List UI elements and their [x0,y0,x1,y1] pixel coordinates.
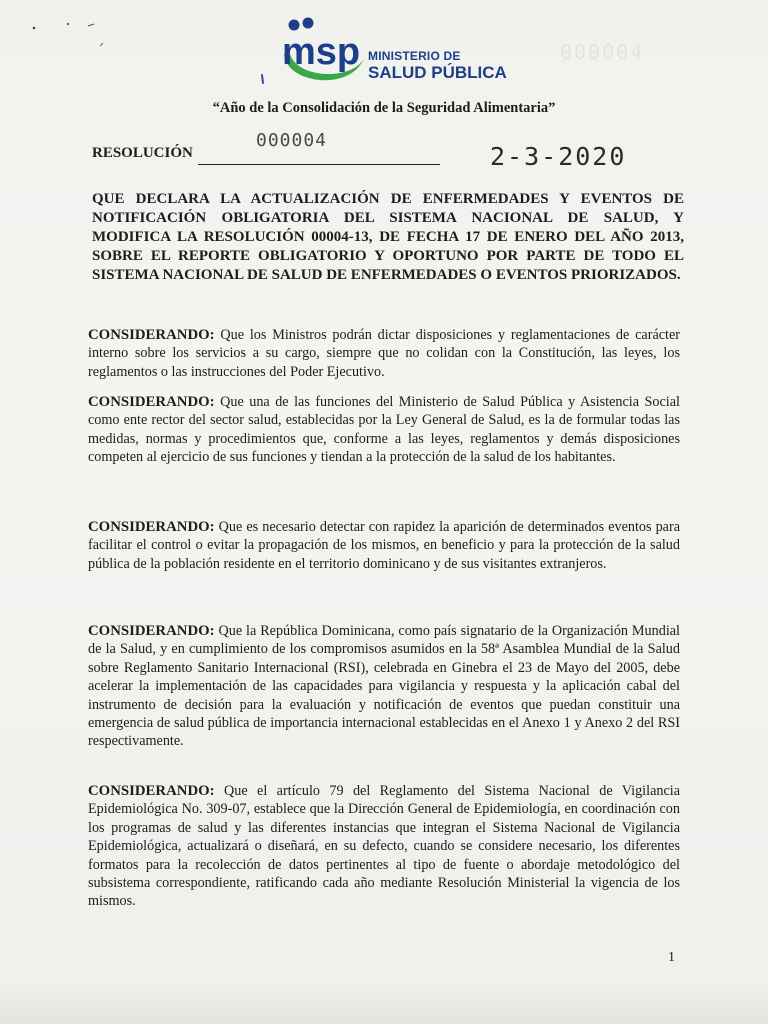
ministry-name [368,50,507,81]
ministry-line-1: MINISTERIO DE [368,49,461,63]
considerando-text: Que la República Dominicana, como país signatario de la Organización Mundial de la Salud, y en cumplimiento de los compromisos asumidos en la 58ª Asamblea Mundial de la Salud sobre Reglamento Sanitario Internacional (RSI), celebrada en Ginebra el 23 de Mayo del 2005, debe acelerar la implementación de las capacidades para vigilancia y respuesta y la aplicación cabal del instrumento de decisión para la evaluación y notificación de eventos que puedan constituir una emergencia de salud pública de importancia internacional establecidas en el Anexo 1 y Anexo 2 del RSI respectivamente. [88,623,680,750]
considerando-paragraph [88,326,680,381]
considerando-text: Que los Ministros podrán dictar disposiciones y reglamentaciones de carácter interno sobre los servicios a su cargo, siempre que no colidan con la Constitución, las leyes, los reglamentos o las instrucciones del Poder Ejecutivo. [88,327,680,380]
considerando-paragraph [88,518,680,573]
considerando-text: Que el artículo 79 del Reglamento del Sistema Nacional de Vigilancia Epidemiológica No. 309-07, establece que la Dirección General de Epidemiología, en coordinación con los programas de salud y las diferentes instancias que integran el Sistema Nacional de Vigilancia Epidemiológica, actualizará o diseñará, en su defecto, cuando se considere necesario, los diferentes formatos para la recolección de datos pertinentes al tipo de fuente o abordaje metodológico del subsistema correspondiente, ratificando cada año mediante Resolución Ministerial la vigencia de los mismos. [88,783,680,910]
considerando-lead: CONSIDERANDO: [88,623,215,639]
considerando-text: Que es necesario detectar con rapidez la aparición de determinados eventos para facilitar el control o evitar la propagación de los mismos, en beneficio y para la protección de la salud pública de la población residente en el territorio dominicano y de sus visitantes extranjeros. [88,519,680,572]
resolution-date: 2-3-2020 [490,142,627,171]
considerando-lead: CONSIDERANDO: [88,783,215,799]
ink-mark [258,74,266,88]
considerando-paragraph [88,393,680,467]
resolution-title: QUE DECLARA LA ACTUALIZACIÓN DE ENFERMEDADES Y EVENTOS DE NOTIFICACIÓN OBLIGATORIA DEL SISTEMA NACIONAL DE SALUD, Y MODIFICA LA RESOLUCIÓN 00004-13, DE FECHA 17 DE ENERO DEL AÑO 2013, SOBRE EL REPORTE OBLIGATORIO Y OPORTUNO POR PARTE DE TODO EL SISTEMA NACIONAL DE SALUD DE ENFERMEDADES O EVENTOS PRIORIZADOS. [92,191,684,283]
considerando-text: Que una de las funciones del Ministerio de Salud Pública y Asistencia Social como ente rector del sector salud, establecidas por la Ley General de Salud, es la de formular todas las medidas, normas y procedimientos que, conforme a las leyes, reglamentos y demás disposiciones competen al ejercicio de sus funciones y tiendan a la protección de la salud de los habitantes. [88,394,680,466]
resolution-number: 000004 [256,130,328,151]
resolution-label: RESOLUCIÓN [92,145,193,161]
scan-marks [28,16,118,56]
logo-letters: msp [282,31,361,73]
considerando-lead: CONSIDERANDO: [88,394,215,410]
considerando-paragraph [88,622,680,751]
considerando-paragraph [88,782,680,911]
ministry-line-2: SALUD PÚBLICA [368,63,507,82]
considerando-lead: CONSIDERANDO: [88,327,215,343]
considerando-lead: CONSIDERANDO: [88,519,215,535]
scan-bottom-shadow [0,980,768,1024]
resolution-underline [198,164,440,165]
page-number: 1 [668,950,675,965]
year-motto: “Año de la Consolidación de la Seguridad Alimentaria” [212,100,556,116]
bleed-through-text: 000004 [560,40,645,64]
